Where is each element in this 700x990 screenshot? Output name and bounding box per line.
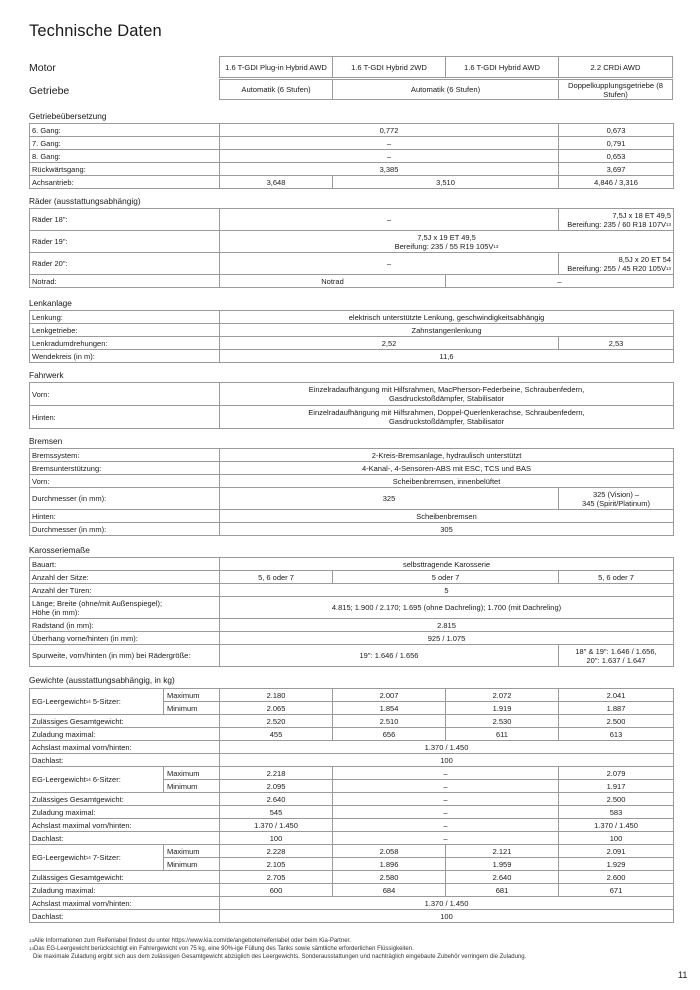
getriebe-col-1: Automatik (6 Stufen): [219, 79, 333, 100]
table-row: [30, 884, 674, 897]
row-label: Achslast maximal vorn/hinten:: [30, 741, 220, 754]
cell: 3,697: [559, 163, 674, 176]
cell: Scheibenbremsen: [220, 510, 674, 523]
cell: selbsttragende Karosserie: [220, 558, 674, 571]
cell: –: [220, 137, 559, 150]
row-label: Räder 20":: [30, 253, 220, 275]
table-row: [30, 793, 674, 806]
footnote-text: Alle Informationen zum Reifenlabel findest du unter https://www.kia.com/de/angebote/reifenlabel oder beim Kia-Partner.: [34, 938, 351, 944]
cell: 0,673: [559, 124, 674, 137]
table-row: [30, 510, 674, 523]
footnote: [29, 937, 679, 945]
cell: 2.500: [559, 715, 674, 728]
cell-line: Einzelradaufhängung mit Hilfsrahmen, MacPherson-Federbeine, Schraubenfedern,: [308, 385, 585, 394]
cell: 0,653: [559, 150, 674, 163]
table-row: [30, 488, 674, 510]
cell: 100: [220, 910, 674, 923]
table-row: [30, 845, 674, 858]
cell: 100: [220, 754, 674, 767]
table-row: [30, 406, 674, 429]
cell: –: [220, 253, 559, 275]
table-row: [30, 584, 674, 597]
cell-line: Bereifung: 235 / 55 R19 105V: [394, 241, 494, 251]
cell: 11,6: [220, 350, 674, 363]
table-row: [30, 523, 674, 536]
cell: 2.095: [220, 780, 333, 793]
row-label: Dachlast:: [30, 910, 220, 923]
cell: [220, 383, 674, 406]
section-title-fahrwerk: Fahrwerk: [29, 370, 64, 380]
table-row: [30, 124, 674, 137]
cell: 2.180: [220, 689, 333, 702]
model-col-4: 2.2 CRDi AWD: [558, 56, 673, 78]
cell: –: [333, 793, 559, 806]
row-label: Vorn:: [30, 383, 220, 406]
cell: Scheibenbremsen, innenbelüftet: [220, 475, 674, 488]
cell: [220, 231, 674, 253]
gewichte-table: [29, 688, 674, 923]
cell: 5: [220, 584, 674, 597]
cell: 455: [220, 728, 333, 741]
row-label: Dachlast:: [30, 832, 220, 845]
cell-line: 20": 1.637 / 1.647: [586, 655, 646, 665]
table-row: [30, 741, 674, 754]
footnote-ref: 14: [85, 699, 91, 704]
table-row: [30, 350, 674, 363]
bremsen-table: [29, 448, 674, 536]
cell: 2.510: [333, 715, 446, 728]
cell: 2.705: [220, 871, 333, 884]
cell: 684: [333, 884, 446, 897]
table-row: [30, 449, 674, 462]
row-label: [30, 689, 164, 715]
cell: 2.091: [559, 845, 674, 858]
cell: 1.370 / 1.450: [220, 741, 674, 754]
table-row: [30, 558, 674, 571]
row-label: Lenkung:: [30, 311, 220, 324]
cell-line: 18" & 19": 1.646 / 1.656,: [575, 646, 657, 656]
row-label: 6. Gang:: [30, 124, 220, 137]
cell: 2.121: [446, 845, 559, 858]
table-row: [30, 910, 674, 923]
cell: –: [333, 780, 559, 793]
cell: Notrad: [220, 275, 446, 288]
cell: 2.640: [446, 871, 559, 884]
cell: 2.218: [220, 767, 333, 780]
cell: 1.929: [559, 858, 674, 871]
table-row: [30, 176, 674, 189]
row-label: Zuladung maximal:: [30, 884, 220, 897]
footnote-text: Die maximale Zuladung ergibt sich aus dem zulässigen Gesamtgewicht abzüglich des Leergewichts. Sonderausstattungen und nachträglich eingebaute Zubehör verringern die Zuladung.: [33, 954, 527, 960]
row-label: Lenkgetriebe:: [30, 324, 220, 337]
cell: [559, 488, 674, 510]
table-row: [30, 806, 674, 819]
page-number: 11: [678, 970, 688, 980]
cell-line: Höhe (in mm):: [32, 607, 80, 617]
cell: [559, 253, 674, 275]
footnotes: [29, 937, 679, 961]
table-row: [30, 324, 674, 337]
row-label: Wendekreis (in m):: [30, 350, 220, 363]
table-row: [30, 311, 674, 324]
cell: 4-Kanal-, 4-Sensoren-ABS mit ESC, TCS und BAS: [220, 462, 674, 475]
cell-line: 345 (Spirit/Platinum): [582, 498, 650, 508]
table-row: [30, 871, 674, 884]
row-label: Zuladung maximal:: [30, 806, 220, 819]
row-label: [30, 845, 164, 871]
cell: 1.959: [446, 858, 559, 871]
row-label: Achsantrieb:: [30, 176, 220, 189]
row-label: 8. Gang:: [30, 150, 220, 163]
table-row: [30, 462, 674, 475]
table-row: [30, 163, 674, 176]
row-label: Räder 19":: [30, 231, 220, 253]
table-row: [30, 597, 674, 619]
table-row: [30, 645, 674, 667]
cell: 4,846 / 3,316: [559, 176, 674, 189]
table-row: [30, 475, 674, 488]
footnote: [29, 945, 679, 953]
row-label: Hinten:: [30, 406, 220, 429]
cell: 2.500: [559, 793, 674, 806]
raeder-table: [29, 208, 674, 288]
section-title-gewichte: Gewichte (ausstattungsabhängig, in kg): [29, 675, 175, 685]
table-row: [30, 571, 674, 584]
cell: 613: [559, 728, 674, 741]
sub-label: Maximum: [164, 845, 220, 858]
table-row: [30, 137, 674, 150]
getriebe-table: [29, 123, 674, 189]
footnote-ref: 13: [666, 221, 672, 227]
row-label: Notrad:: [30, 275, 220, 288]
cell-line: 7,5J x 19 ET 49,5: [417, 232, 476, 242]
cell-line: 7,5J x 18 ET 49,5: [612, 210, 672, 220]
cell-line: Länge; Breite (ohne/mit Außenspiegel);: [32, 598, 163, 608]
cell: –: [333, 806, 559, 819]
table-row: [30, 150, 674, 163]
cell-line: 7-Sitzer:: [92, 853, 121, 862]
cell: 1.887: [559, 702, 674, 715]
cell: 671: [559, 884, 674, 897]
page-title: Technische Daten: [29, 22, 162, 40]
cell: 5 oder 7: [333, 571, 559, 584]
cell: 2.530: [446, 715, 559, 728]
table-row: [30, 689, 674, 702]
table-row: [30, 819, 674, 832]
row-label: Achslast maximal vorn/hinten:: [30, 819, 220, 832]
row-label: Hinten:: [30, 510, 220, 523]
row-label: Anzahl der Sitze:: [30, 571, 220, 584]
cell: 2.600: [559, 871, 674, 884]
section-title-lenkanlage: Lenkanlage: [29, 298, 72, 308]
cell: [559, 209, 674, 231]
table-row: [30, 754, 674, 767]
cell: –: [220, 209, 559, 231]
cell: 19": 1.646 / 1.656: [220, 645, 559, 667]
cell: 0,791: [559, 137, 674, 150]
model-col-3: 1.6 T-GDI Hybrid AWD: [445, 56, 559, 78]
row-label: Räder 18":: [30, 209, 220, 231]
cell-line: Einzelradaufhängung mit Hilfsrahmen, Doppel-Querlenkerachse, Schraubenfedern,: [308, 408, 585, 417]
row-label: Zulässiges Gesamtgewicht:: [30, 715, 220, 728]
cell: 1.370 / 1.450: [559, 819, 674, 832]
table-row: [30, 832, 674, 845]
cell: 2.079: [559, 767, 674, 780]
row-label: Achslast maximal vorn/hinten:: [30, 897, 220, 910]
getriebe-col-2: Automatik (6 Stufen): [332, 79, 559, 100]
row-label: Bremsunterstützung:: [30, 462, 220, 475]
table-row: [30, 619, 674, 632]
cell: 0,772: [220, 124, 559, 137]
footnote-mark: 13: [29, 938, 35, 943]
row-label: Zulässiges Gesamtgewicht:: [30, 793, 220, 806]
sub-label: Minimum: [164, 780, 220, 793]
footnote-ref: 13: [493, 243, 499, 249]
cell: 1.854: [333, 702, 446, 715]
row-label: Zuladung maximal:: [30, 728, 220, 741]
cell-line: EG-Leergewicht: [32, 775, 86, 784]
sub-label: Maximum: [164, 689, 220, 702]
sub-label: Maximum: [164, 767, 220, 780]
cell: [220, 406, 674, 429]
row-label: [30, 767, 164, 793]
motor-label: Motor: [29, 62, 56, 74]
table-row: [30, 715, 674, 728]
cell: –: [446, 275, 674, 288]
cell-line: Gasdruckstoßdämpfer, Stabilisator: [388, 417, 505, 426]
row-label: Radstand (in mm):: [30, 619, 220, 632]
cell: –: [333, 832, 559, 845]
section-title-getriebe: Getriebeübersetzung: [29, 111, 107, 121]
fahrwerk-table: [29, 382, 674, 429]
cell: 1.917: [559, 780, 674, 793]
table-row: [30, 231, 674, 253]
cell: 305: [220, 523, 674, 536]
cell: 2,53: [559, 337, 674, 350]
cell: elektrisch unterstützte Lenkung, geschwindigkeitsabhängig: [220, 311, 674, 324]
row-label: Lenkradumdrehungen:: [30, 337, 220, 350]
table-row: [30, 632, 674, 645]
cell: 545: [220, 806, 333, 819]
footnote-ref: 13: [666, 265, 672, 271]
cell: 583: [559, 806, 674, 819]
row-label: 7. Gang:: [30, 137, 220, 150]
cell: [559, 645, 674, 667]
sub-label: Minimum: [164, 702, 220, 715]
cell-line: 325 (Vision) –: [592, 489, 640, 499]
cell: 681: [446, 884, 559, 897]
row-label: Vorn:: [30, 475, 220, 488]
cell: 2.640: [220, 793, 333, 806]
cell: 2.041: [559, 689, 674, 702]
table-row: [30, 728, 674, 741]
cell: 2.580: [333, 871, 446, 884]
cell: 2-Kreis-Bremsanlage, hydraulisch unterstützt: [220, 449, 674, 462]
table-row: [30, 383, 674, 406]
cell: 1.370 / 1.450: [220, 819, 333, 832]
cell: Zahnstangenlenkung: [220, 324, 674, 337]
table-row: [30, 209, 674, 231]
row-label: Anzahl der Türen:: [30, 584, 220, 597]
cell: 2,52: [220, 337, 559, 350]
cell-line: EG-Leergewicht: [32, 697, 86, 706]
cell: 2.065: [220, 702, 333, 715]
row-label: Rückwärtsgang:: [30, 163, 220, 176]
row-label: Zulässiges Gesamtgewicht:: [30, 871, 220, 884]
cell: 2.520: [220, 715, 333, 728]
section-title-bremsen: Bremsen: [29, 436, 63, 446]
cell: 2.105: [220, 858, 333, 871]
cell-line: 5-Sitzer:: [92, 697, 121, 706]
table-row: [30, 767, 674, 780]
cell: 2.072: [446, 689, 559, 702]
model-col-2: 1.6 T-GDI Hybrid 2WD: [332, 56, 446, 78]
cell: 5, 6 oder 7: [220, 571, 333, 584]
cell: 925 / 1.075: [220, 632, 674, 645]
cell: 2.815: [220, 619, 674, 632]
footnote-mark: 14: [29, 946, 35, 951]
cell: 1.370 / 1.450: [220, 897, 674, 910]
row-label: Überhang vorne/hinten (in mm):: [30, 632, 220, 645]
cell: 611: [446, 728, 559, 741]
getriebe-label: Getriebe: [29, 85, 70, 97]
cell: 325: [220, 488, 559, 510]
cell: 5, 6 oder 7: [559, 571, 674, 584]
table-row: [30, 897, 674, 910]
cell: 2.228: [220, 845, 333, 858]
cell: 3,385: [220, 163, 559, 176]
footnote-ref: 14: [85, 777, 91, 782]
row-label: Dachlast:: [30, 754, 220, 767]
cell-line: 8,5J x 20 ET 54: [618, 254, 672, 264]
footnote: [29, 953, 679, 961]
cell: 4.815; 1.900 / 2.170; 1.695 (ohne Dachreling); 1.700 (mit Dachreling): [220, 597, 674, 619]
cell: 3,648: [220, 176, 333, 189]
row-label: Durchmesser (in mm):: [30, 488, 220, 510]
cell-line: 6-Sitzer:: [92, 775, 121, 784]
cell: –: [220, 150, 559, 163]
section-title-raeder: Räder (ausstattungsabhängig): [29, 196, 141, 206]
cell: 3,510: [333, 176, 559, 189]
cell: –: [333, 819, 559, 832]
cell-line: Bereifung: 255 / 45 R20 105V: [567, 263, 667, 273]
cell-line: Gasdruckstoßdämpfer, Stabilisator: [388, 394, 505, 403]
table-row: [30, 275, 674, 288]
cell: –: [333, 767, 559, 780]
footnote-ref: 14: [85, 855, 91, 860]
lenk-table: [29, 310, 674, 363]
cell-line: Bereifung: 235 / 60 R18 107V: [567, 219, 667, 229]
cell-line: EG-Leergewicht: [32, 853, 86, 862]
cell: 100: [559, 832, 674, 845]
table-row: [30, 337, 674, 350]
cell: 600: [220, 884, 333, 897]
footnote-text: Das EG-Leergewicht berücksichtigt ein Fahrergewicht von 75 kg, eine 90%-ige Füllung des Tanks sowie sämtliche erforderlichen Flüssigkeiten.: [34, 946, 414, 952]
row-label: Spurweite, vorn/hinten (in mm) bei Rädergröße:: [30, 645, 220, 667]
table-row: [30, 253, 674, 275]
cell: 1.919: [446, 702, 559, 715]
section-title-karosserie: Karosseriemaße: [29, 545, 90, 555]
cell: 2.058: [333, 845, 446, 858]
sub-label: Minimum: [164, 858, 220, 871]
cell: 1.896: [333, 858, 446, 871]
karosserie-table: [29, 557, 674, 667]
row-label: Durchmesser (in mm):: [30, 523, 220, 536]
model-header: [29, 56, 673, 108]
row-label: Bauart:: [30, 558, 220, 571]
row-label: Bremssystem:: [30, 449, 220, 462]
model-col-1: 1.6 T-GDI Plug-in Hybrid AWD: [219, 56, 333, 78]
getriebe-col-4: Doppelkupplungsgetriebe (8 Stufen): [558, 79, 673, 100]
cell: 100: [220, 832, 333, 845]
cell: 2.007: [333, 689, 446, 702]
cell: 656: [333, 728, 446, 741]
row-label: [30, 597, 220, 619]
